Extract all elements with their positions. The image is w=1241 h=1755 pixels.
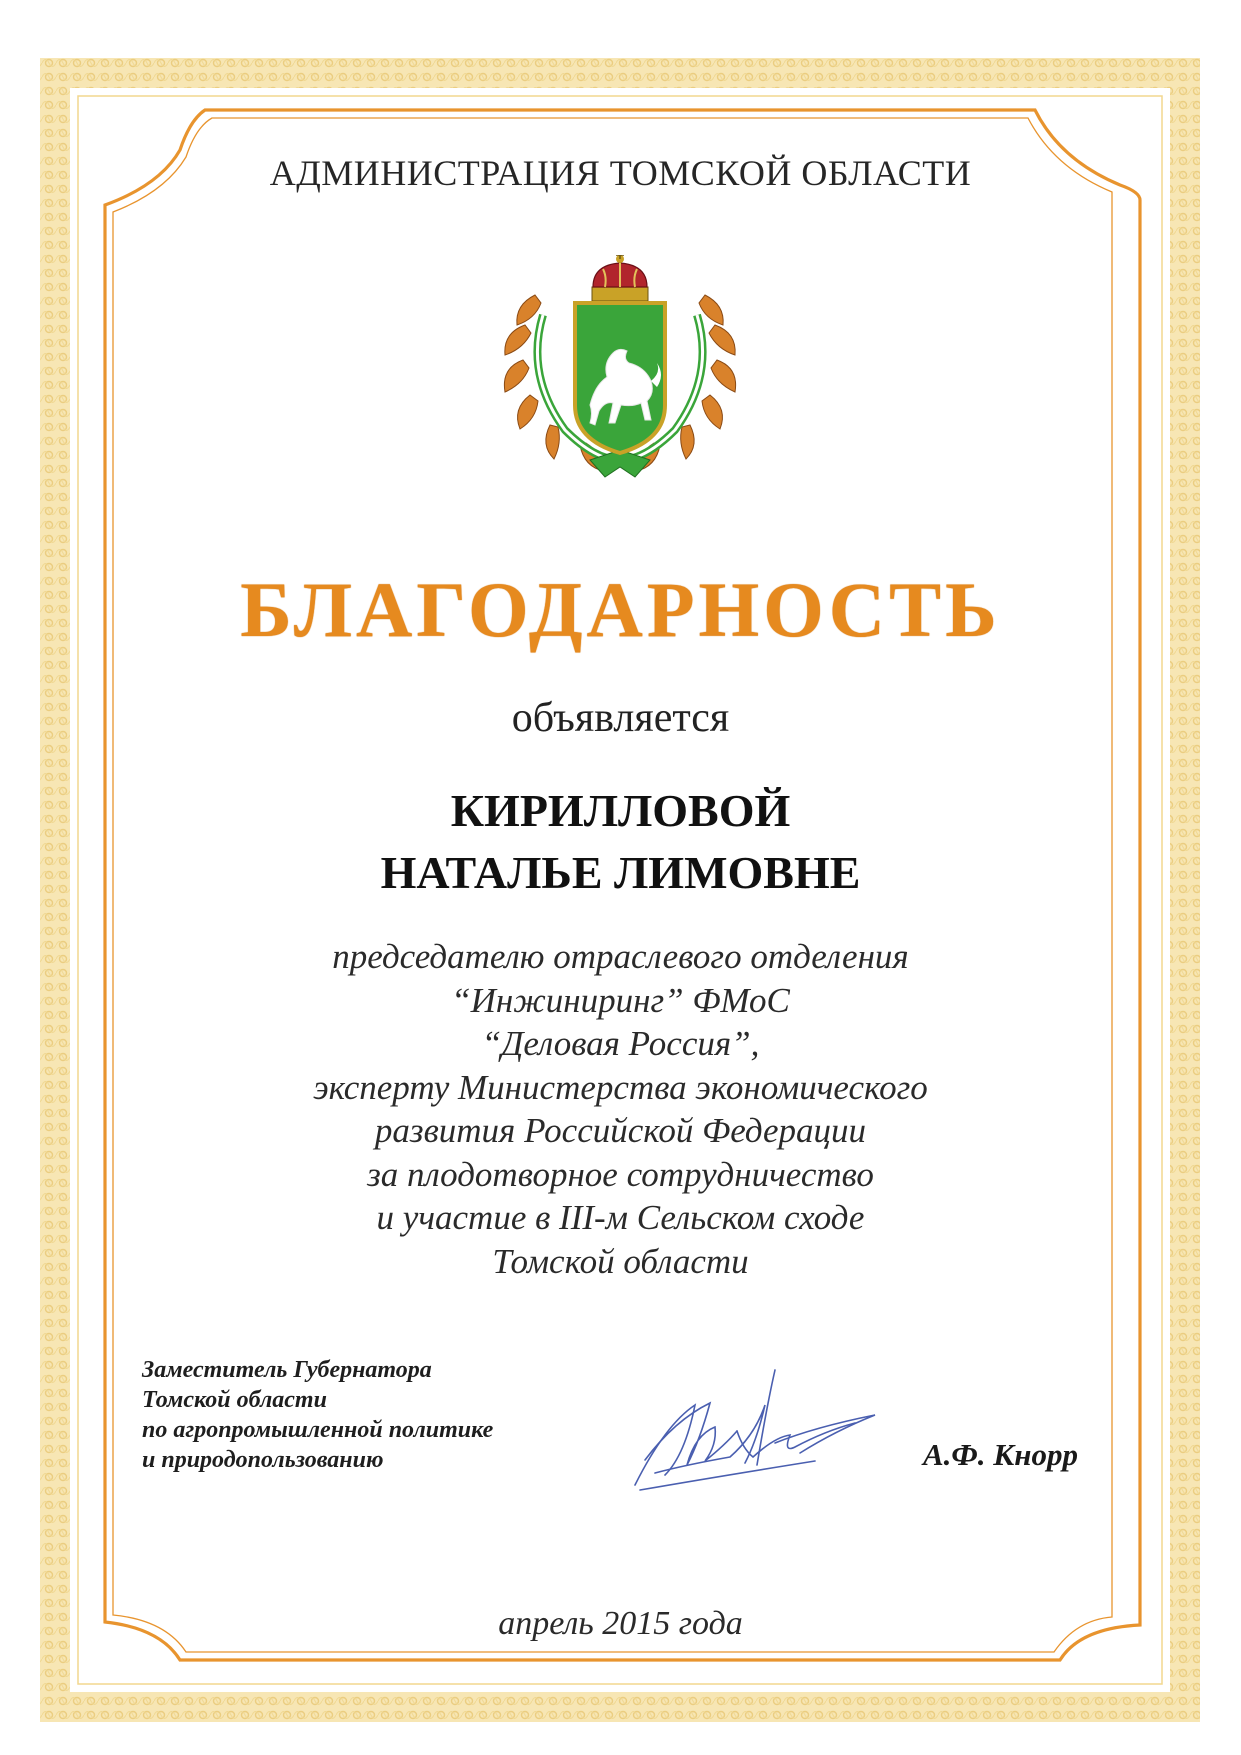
citation-line: председателю отраслевого отделения (332, 937, 909, 976)
organization-title: АДМИНИСТРАЦИЯ ТОМСКОЙ ОБЛАСТИ (269, 153, 972, 193)
document-title: БЛАГОДАРНОСТЬ (240, 566, 1001, 653)
signer-position-line: по агропромышленной политике (142, 1417, 494, 1443)
signer-position-line: Томской области (142, 1387, 327, 1413)
signer-position (142, 1355, 493, 1475)
signer-position-line: Заместитель Губернатора (142, 1357, 432, 1383)
citation-line: развития Российской Федерации (374, 1111, 867, 1150)
recipient-given-name: НАТАЛЬЕ ЛИМОВНЕ (380, 847, 861, 898)
citation-line: “Инжиниринг” ФМоС (451, 980, 790, 1020)
issue-date: апрель 2015 года (498, 1605, 743, 1642)
signer-position-line: и природопользованию (142, 1447, 384, 1473)
citation-line: эксперту Министерства экономического (313, 1067, 928, 1107)
citation-line: “Деловая Россия”, (481, 1024, 760, 1063)
coat-of-arms-emblem (495, 255, 745, 490)
handwritten-signature (625, 1365, 925, 1505)
recipient-surname: КИРИЛЛОВОЙ (450, 785, 791, 836)
announce-text: объявляется (511, 695, 730, 741)
citation-line: и участие в III-м Сельском сходе (376, 1198, 865, 1237)
signer-name: А.Ф. Кнорр (923, 1437, 1079, 1472)
citation-text (0, 935, 1241, 1283)
citation-line: Томской области (492, 1241, 749, 1281)
citation-line: за плодотворное сотрудничество (367, 1154, 874, 1194)
